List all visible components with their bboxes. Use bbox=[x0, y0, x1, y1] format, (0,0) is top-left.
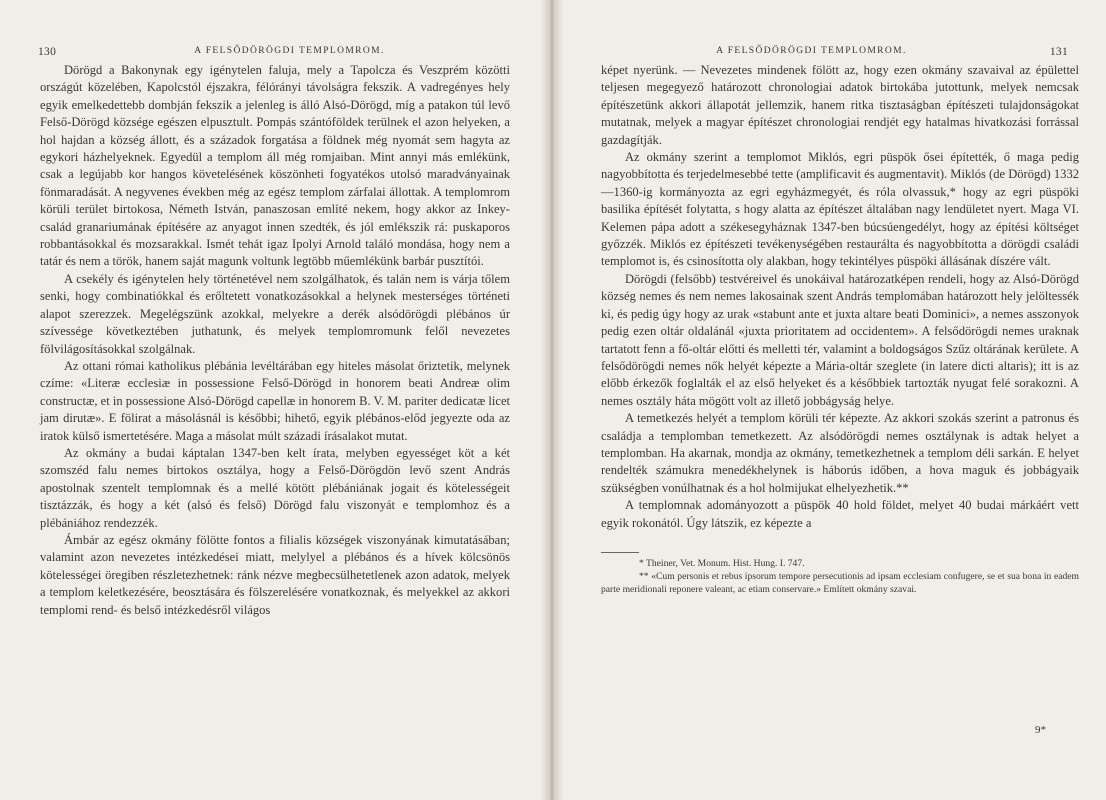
footnote: ** «Cum personis et rebus ipsorum tempore persecutionis ad ipsam ecclesiam confugere, se et sua bona in eadem parte meridionali reponere valeant, ac etiam conservare.» Említett okmány szavai. bbox=[601, 570, 1079, 595]
book-gutter bbox=[540, 0, 564, 800]
left-page bbox=[0, 0, 551, 800]
paragraph: Az okmány a budai káptalan 1347-ben kelt írata, melyben egyességet köt a két szomszéd falu nemes birtokos osztálya, hogy a Felső-Dörögdön levő szent András apostolnak szentelt templomnak és a mellé kötött plébániának jogait és kötelességeit tisztázzák, és hogy a két (alsó és felső) Dörögd falu viszonyát e templomhoz és a plébániához rendezzék. bbox=[40, 445, 510, 530]
footnote-rule bbox=[601, 552, 639, 553]
signature-mark: 9* bbox=[1035, 724, 1046, 736]
footnote: * Theiner, Vet. Monum. Hist. Hung. I. 747. bbox=[639, 557, 805, 569]
paragraph: Az okmány szerint a templomot Miklós, egri püspök ősei építették, ő maga pedig nagyobbította és terjedelmesebbé tette (amplificavit és augmentavit). Miklós (de Dörögd) 1332—1360-ig kormányozta az egri egyházmegyét, és róla olvassuk,* hogy az egri püspöki basilika építését folytatta, s hogy alatta az építészet általában nagy lendületet nyert. Maga VI. Kelemen pápa adott a székesegyháznak 1347-ben búcsúengedélyt, hogy az építési költséget győzzék. Miklós ez építészeti tevékenységében restaurálta és nagyobbította a dörögdi családi templomot is, és csinosította oly alakban, hogy tekintélyes püspöki állásának díszére vált. bbox=[601, 150, 1079, 269]
running-head: A FELSŐDÖRÖGDI TEMPLOMROM. bbox=[194, 46, 385, 56]
footnotes bbox=[601, 552, 1079, 596]
paragraph: A csekély és igénytelen hely történetével nem szolgálhatok, és talán nem is várja tőlem senki, hogy combinatiókkal és erőltetett vonatkozásokkal a helynek mesterséges történeti alapot szerezzek. Megelégszünk azokkal, melyekre a derék alsódörögdi plébános úr szívessége következtében juthatunk, és melyek templomromunk felől nevezetes fölvilágosításokkal szolgálnak. bbox=[40, 271, 510, 356]
right-page bbox=[551, 0, 1106, 800]
page-number: 131 bbox=[1049, 46, 1068, 58]
right-page-body bbox=[575, 62, 1079, 532]
left-page-body bbox=[38, 62, 525, 619]
paragraph: A templomnak adományozott a püspök 40 hold földet, melyet 40 budai márkáért vett egyik rokonától. Úgy látszik, ez képezte a bbox=[601, 498, 1079, 530]
paragraph: Az ottani római katholikus plébánia levéltárában egy hiteles másolat őriztetik, melynek czíme: «Literæ ecclesiæ in possessione Felső-Dörögd in honorem beati Andreæ olim constructæ, et in possessione Alsó-Dörögd capellæ in honorem B. V. M. pariter dedicatæ licet jam dirutæ». E fölirat a másolásnál is későbbi; hihető, egyik plébános-előd jegyezte oda az iratok külső ismertetésére. Maga a másolat múlt századi írásalakot mutat. bbox=[40, 358, 510, 443]
paragraph: Dörögdi (felsőbb) testvéreivel és unokáival határozatképen rendeli, hogy az Alsó-Dörögd község nemes és nem nemes lakosainak szent András templomában határozott hely jelöltessék ki, és pedig úgy hogy az urak «stabunt ante et juxta altare beati Dominici», a nemes asszonyok pedig ezen oltár oldalánál «juxta prioritatem ad occidentem». A felsődörögdi nemes uraknak tartatott fenn a fő-oltár előtti és melletti tér, valamint a boldogságos Szűz oltárának kerülete. A felsődörögdi nemes nők helyét képezte a Mária-oltár szeglete (in latere dicti altaris); itt is az előbb érkezők foglalták el az első helyeket és a későbbiek tartozták nyugat felé sorakozni. A nemes osztály háta mögött volt az illető jobbágyság helye. bbox=[601, 271, 1079, 408]
paragraph: A temetkezés helyét a templom körüli tér képezte. Az akkori szokás szerint a patronus és családja a templomban temetkezett. Az alsódörögdi nemes osztálynak is adtak helyet a templomban. Ha akarnak, mondja az okmány, temetkezhetnek a templom déli sarkán. E helyet rendelték számukra menedékhelynek is háborús időben, a hova maguk és jobbágyaik szükségben vonúlhatnak és a hol holmijukat elhelyezhetik.** bbox=[601, 411, 1079, 495]
right-page-header bbox=[575, 40, 1068, 62]
paragraph: Dörögd a Bakonynak egy igénytelen faluja, mely a Tapolcza és Veszprém közötti országút közelében, Kapolcstól éjszakra, félórányi távolságra fekszik. A vadregényes hely egyik emelkedettebb dombján fekszik a jelenleg is álló Alsó-Dörögd, míg a patakon túl levő Felső-Dörögd községe egészen elpusztult. Pompás szántóföldek terülnek el azon helyeken, a hol hajdan a község állott, és a századok forgatása a földnek még nyomát sem hagyta az egykori házhelyeknek. Egyedül a templom áll még romjaiban. Mint annyi más emlékünk, csak a legújabb kor hangos követelésének köszönheti fogyatékos utolsó maradványainak fönmaradását. A negyvenes években még az egész templom zárfalai állottak. A templomrom körüli terület birtokosa, Németh István, panaszosan említé nekem, hogy akkor az Inkey-család granariumának építésére az anyagot innen szedték, és jól emlékszik rá: puskaporos robbantásokkal és mozsarakkal. Ismét tehát igaz Ipolyi Arnold találó mondása, hogy nem a tatár és nem a török, hanem saját magunk voltunk legtöbb műemlékünk barbár pusztítói. bbox=[40, 63, 510, 269]
running-head: A FELSŐDÖRÖGDI TEMPLOMROM. bbox=[716, 46, 907, 56]
page-number: 130 bbox=[38, 46, 57, 58]
paragraph: Ámbár az egész okmány fölötte fontos a filialis községek viszonyának kimutatásában; valamint azon nevezetes intézkedései miatt, melylyel a plébános és a hívek kölcsönös kötelességei öregiben részletezhetnek: ránk nézve megbecsülhetetlenek azon adatok, melyek a templom keletkezésére, beosztására és fölszerelésére vonatkoznak, és melyekkel az akkori templomi rend- és belső intézkedésről világos bbox=[40, 532, 510, 617]
paragraph: képet nyerünk. — Nevezetes mindenek fölött az, hogy ezen okmány szavaival az épülettel teljesen megegyező határozott chronologiai adatok birtokába jutottunk, melyek nemcsak építészetünk akkori állapotát jellemzik, hanem ritka tisztaságban építészeti tulajdonságokat mutatnak, melyek a magyar építészet chronologiai rendjét egy hatalmas hivatkozási forrással gazdagítják. bbox=[601, 63, 1079, 147]
left-page-header bbox=[38, 40, 525, 62]
